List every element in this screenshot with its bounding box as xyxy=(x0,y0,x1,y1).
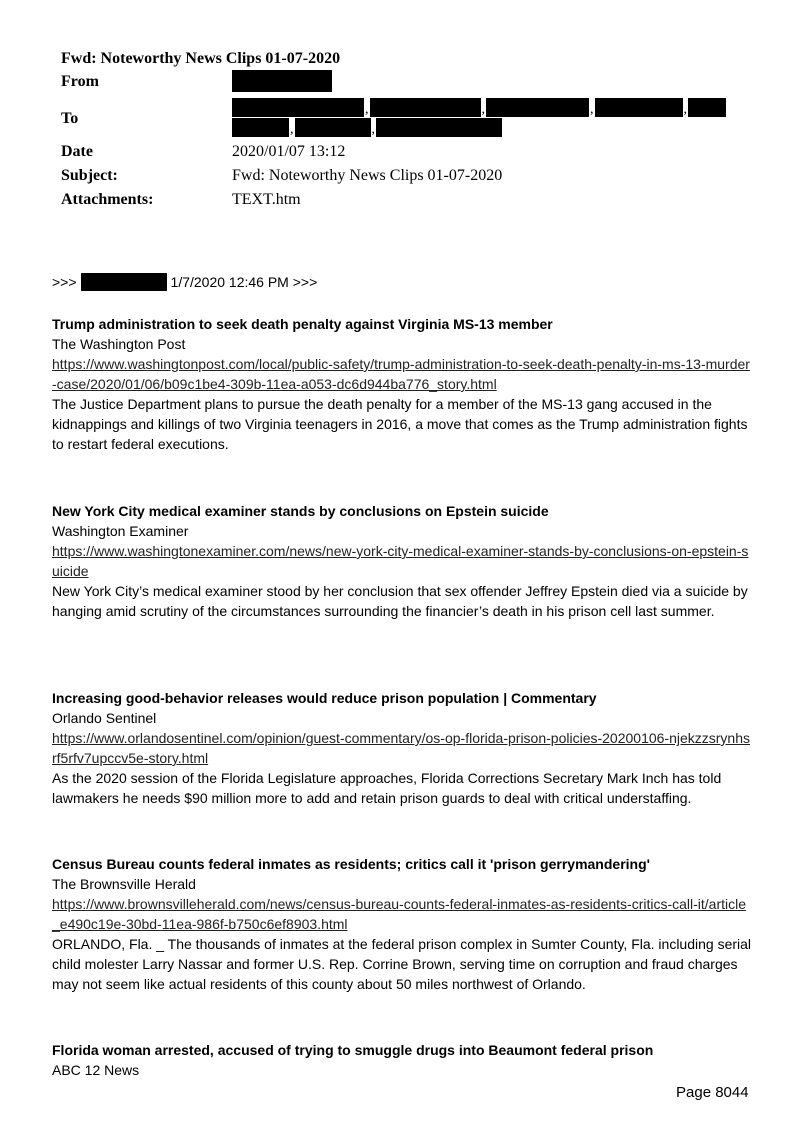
article-item xyxy=(52,501,752,688)
article-item xyxy=(52,1040,752,1080)
article-link[interactable]: https://www.brownsvilleherald.com/news/census-bureau-counts-federal-inmates-as-residents-critics-call-it/article_e490c19e-30bd-11ea-986f-b750c6ef8903.html xyxy=(52,896,747,932)
to-row xyxy=(61,96,751,140)
article-link[interactable]: https://www.washingtonpost.com/local/public-safety/trump-administration-to-seek-death-penalty-in-ms-13-murder-case/2020/01/06/b09c1be4-309b-11ea-a053-dc6d944ba776_story.html xyxy=(52,356,750,392)
from-label: From xyxy=(61,73,99,90)
email-header xyxy=(61,48,751,212)
article-source: Washington Examiner xyxy=(52,523,189,539)
article-link[interactable]: https://www.orlandosentinel.com/opinion/guest-commentary/os-op-florida-prison-policies-20200106-njekzzsrynhsrf5rfv7upccv5e-story.html xyxy=(52,730,751,766)
article-title: Census Bureau counts federal inmates as residents; critics call it 'prison gerrymandering' xyxy=(52,856,650,872)
article-summary: New York City’s medical examiner stood by her conclusion that sex offender Jeffrey Epstein died via a suicide by hanging amid scrutiny of the circumstances surrounding the financier’s death in his prison cell last summer. xyxy=(52,583,748,619)
redaction-block xyxy=(595,98,683,117)
article-title: Trump administration to seek death penalty against Virginia MS-13 member xyxy=(52,316,553,332)
from-row xyxy=(61,70,751,96)
article-source: ABC 12 News xyxy=(52,1062,140,1078)
forward-timestamp: 1/7/2020 12:46 PM >>> xyxy=(170,274,318,290)
redaction-block xyxy=(232,118,289,137)
article-source: The Brownsville Herald xyxy=(52,876,196,892)
subject-row xyxy=(61,164,751,188)
subject-label: Subject: xyxy=(61,167,118,184)
attachments-row xyxy=(61,188,751,212)
date-value: 2020/01/07 13:12 xyxy=(232,143,346,160)
date-label: Date xyxy=(61,143,93,160)
cut-off-text-line xyxy=(52,1086,652,1090)
article-item xyxy=(52,854,752,1040)
article-source: The Washington Post xyxy=(52,336,186,352)
forward-prefix: >>> xyxy=(52,274,77,290)
article-source: Orlando Sentinel xyxy=(52,710,157,726)
redaction-block xyxy=(688,98,726,117)
redaction-block xyxy=(81,273,167,291)
article-summary: As the 2020 session of the Florida Legislature approaches, Florida Corrections Secretary Mark Inch has told lawmakers he needs $90 million more to add and retain prison guards to deal with critical understaffing. xyxy=(52,770,722,806)
redaction-block xyxy=(486,98,589,117)
article-item xyxy=(52,314,752,501)
article-item xyxy=(52,688,752,854)
article-summary: ORLANDO, Fla. _ The thousands of inmates at the federal prison complex in Sumter County, Fla. including serial child molester Larry Nassar and former U.S. Rep. Corrine Brown, serving time on corruption and fraud charges may not seem like actual residents of this county about 50 miles northwest of Orlando. xyxy=(52,936,752,992)
article-list xyxy=(52,314,752,1080)
email-title: Fwd: Noteworthy News Clips 01-07-2020 xyxy=(61,50,341,67)
article-link[interactable]: https://www.washingtonexaminer.com/news/new-york-city-medical-examiner-stands-by-conclusions-on-epstein-suicide xyxy=(52,543,749,579)
redaction-block xyxy=(232,98,364,117)
from-value xyxy=(232,70,332,92)
article-title: Increasing good-behavior releases would reduce prison population | Commentary xyxy=(52,690,597,706)
attachment-link[interactable]: TEXT.htm xyxy=(232,191,301,208)
article-title: Florida woman arrested, accused of trying to smuggle drugs into Beaumont federal prison xyxy=(52,1042,654,1058)
redaction-block xyxy=(232,70,332,92)
attachments-label: Attachments: xyxy=(61,191,154,208)
forward-line xyxy=(52,272,317,292)
date-row xyxy=(61,140,751,164)
article-title: New York City medical examiner stands by conclusions on Epstein suicide xyxy=(52,503,549,519)
to-recipients: , , , , , , xyxy=(232,98,732,138)
redaction-block xyxy=(370,98,481,117)
to-label: To xyxy=(61,110,79,127)
redaction-block xyxy=(295,118,371,137)
article-summary: The Justice Department plans to pursue the death penalty for a member of the MS-13 gang accused in the kidnappings and killings of two Virginia teenagers in 2016, a move that comes as the Trump administration fights to restart federal executions. xyxy=(52,396,748,452)
subject-value: Fwd: Noteworthy News Clips 01-07-2020 xyxy=(232,167,503,184)
page-number: Page 8044 xyxy=(676,1084,749,1101)
redaction-block xyxy=(376,118,502,137)
